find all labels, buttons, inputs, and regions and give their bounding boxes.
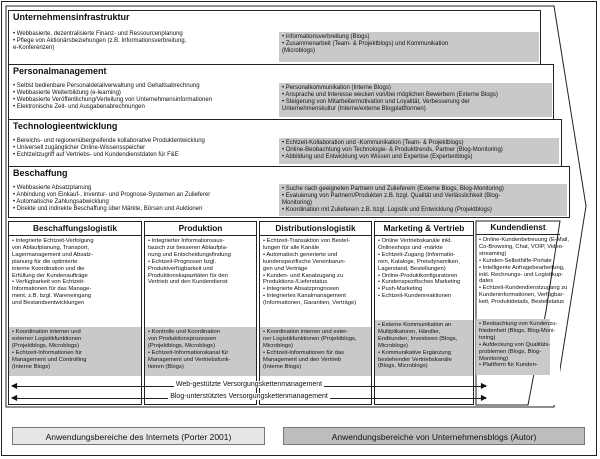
arrow-right-icon: ▶ <box>480 381 487 390</box>
blog-uses <box>476 319 558 375</box>
list-item: • Kommunikative Ergänzung <box>378 349 451 356</box>
list-item: • Anbindung von Einkauf-, Inventur- und Prognose-Systemen an Zulieferer <box>13 192 211 198</box>
list-item: (Projektblogs, Microblogs) <box>12 342 80 349</box>
list-item: • Online-Beobachtung von Technologie- & Produkttrends, Partner (Blog-Monitoring) <box>282 147 503 153</box>
list-item: • Koordination interner und exter- <box>263 329 349 335</box>
list-item: Vertrieb und den Kundendienst <box>148 279 228 286</box>
list-item: Unternehmenskultur (Interne/externe Blogplattformen) <box>282 106 426 112</box>
list-item: • Echtzeit-Informationen für <box>12 349 83 356</box>
list-item: Endkunden, Investoren (Blogs, <box>378 335 458 342</box>
list-item: • Kontrolle und Koordination <box>148 329 220 335</box>
list-item: • Koordination mit Zulieferern z.B. bzgl. Logistik und Entwicklung (Projektblogs) <box>282 207 492 213</box>
blog-uses <box>279 138 559 164</box>
band-title: Beschaffung <box>13 168 68 178</box>
list-item: • Echtzeit-Transaktion von Bestel- <box>263 238 350 244</box>
list-item: • Webbasierte, dezentralisierte Finanz- und Ressourcenplanung <box>13 31 183 37</box>
list-item: • Integriertes Kanalmanagement <box>263 293 346 300</box>
primary-beschaffungslogistik <box>8 221 142 405</box>
list-item: nen, Kataloge, Preisdynamiken, <box>378 258 460 265</box>
list-item: • Integrierte Absatzprognosen <box>263 286 340 293</box>
column-title: Distributionslogistik <box>260 223 371 236</box>
list-item: • Evaluierung von Partnern/Produkten z.B. bzgl. Qualität und Verlässlichkeit (Blog- <box>282 193 501 199</box>
blog-uses <box>279 184 567 216</box>
list-item: • Informationsverbreitung (Blogs) <box>282 34 370 40</box>
list-item: Produktions-/Lieferstatus <box>263 279 328 286</box>
list-item: externer Logistikfunktionen <box>12 335 82 342</box>
list-item: • Selbst bedienbare Personaldetailverwaltung und Gehaltsabrechnung <box>13 83 200 89</box>
blog-supply-chain-arrow <box>12 393 486 403</box>
list-item: (Informationen, Garantien, Verträge) <box>263 300 357 307</box>
list-item: • Koordination interner und <box>12 329 81 335</box>
internet-uses <box>13 31 273 52</box>
list-item: tionen (Blogs) <box>148 363 184 370</box>
band-title: Technologieentwicklung <box>13 121 118 131</box>
list-item: • Ansprache und Interesse wecken von/bei möglichen Bewerbern (Externe Blogs) <box>282 92 498 98</box>
list-item: streaming) <box>479 250 507 257</box>
list-item: von Produktionsprozessen <box>148 335 217 342</box>
list-item: (Microblogs) <box>282 48 316 54</box>
internet-uses <box>9 236 141 309</box>
list-item: • Echtzeit-Kollaboration und -Kommunikation (Team- & Projektblogs) <box>282 140 464 146</box>
primary-distributionslogistik <box>259 221 372 405</box>
primary-kundendienst <box>476 221 569 405</box>
list-item: Lagermanagement und Absatz- <box>12 251 93 258</box>
internet-uses <box>476 235 569 308</box>
list-item: • Online Vertriebskanäle inkl. <box>378 238 452 244</box>
internet-uses <box>13 185 275 213</box>
list-item: • Bereichs- und regionenübergreifende kollaborative Produktentwicklung <box>13 138 205 144</box>
list-item: ment, z.B. bzgl. Wareneingang <box>12 293 92 300</box>
list-item: • Echtzeitzugriff auf Vertriebs- und Kundendienstdaten für F&E <box>13 152 179 158</box>
internet-uses <box>145 236 256 288</box>
list-item: und Bestandsentwicklungen <box>12 300 85 307</box>
band-title: Personalmanagement <box>13 66 107 76</box>
list-item: • Elektronische Zeit- und Ausgabenabrechnungen <box>13 104 145 110</box>
list-item: • Automatische Zahlungsabwicklung <box>13 199 109 205</box>
list-item: • Kunden- und Kanalzugang zu <box>263 272 344 279</box>
list-item: • Direkte und indirekte Beschaffung über Märkte, Börsen und Auktionen <box>13 206 203 212</box>
internet-uses <box>260 236 371 309</box>
column-title: Marketing & Vertrieb <box>375 223 473 236</box>
blog-uses <box>375 320 473 376</box>
legend-internet: Anwendungsbereiche des Internets (Porter 2001) <box>12 427 265 445</box>
list-item: nung und Entscheidungsfindung <box>148 251 231 258</box>
band-beschaffung <box>8 166 570 218</box>
list-item: • Suche nach geeigneten Partnern und Zulieferern (Externe Blogs, Blog-Monitoring) <box>282 186 504 192</box>
list-item: • Echtzeit-Kundendienstzugang zu <box>479 285 568 292</box>
list-item: (Blogs, Microblogs) <box>378 363 428 370</box>
list-item: Monitoring) <box>479 355 508 362</box>
blog-uses <box>260 327 371 376</box>
list-item: • Push-Marketing <box>378 286 423 293</box>
arrow-left-icon: ◀ <box>11 393 18 402</box>
list-item: Produktverfügbarkeit und <box>148 265 213 272</box>
list-item: • Echtzeit-Kundenreaktionen <box>378 293 452 300</box>
column-title: Kundendienst <box>476 222 560 235</box>
list-item: • Integrierter Informationsaus- <box>148 238 225 244</box>
list-item: dates <box>479 278 494 285</box>
list-item: • Universell zugänglicher Online-Wissensspeicher <box>13 145 146 151</box>
list-item: (Interne Blogs) <box>263 363 302 370</box>
list-item: • Integrierte Echtzeit-Verfolgung <box>12 238 94 244</box>
internet-uses <box>375 236 473 302</box>
list-item: keit, Produktdetails, Bestellstatus <box>479 299 565 306</box>
list-item: • Online-Kundenbetreuung (E-Mail, <box>479 237 569 243</box>
list-item: • Echtzeit-Informationen für das <box>263 349 344 356</box>
list-item: Produktionskapazitäten für den <box>148 272 228 279</box>
list-item: kundenspezifische Vereinbarun- <box>263 258 346 265</box>
list-item: lungen für alle Kanäle <box>263 244 320 251</box>
web-supply-chain-arrow <box>12 381 486 391</box>
blog-uses <box>9 327 141 376</box>
band-title: Unternehmensinfrastruktur <box>13 12 130 22</box>
list-item: inkl. Rechnungs- und Logistikup- <box>479 271 564 278</box>
blog-uses <box>279 83 552 117</box>
list-item: • Externe Kommunikation an <box>378 322 452 328</box>
list-item: Co-Browsing, Chat, VOIP, Video- <box>479 243 564 250</box>
primary-produktion <box>144 221 257 405</box>
list-item: • Beobachtung von Kundenzu- <box>479 321 558 327</box>
list-item: planung für die optimierte <box>12 258 78 265</box>
list-item: interne Koordination und die <box>12 265 85 272</box>
list-item: bestehender Vertriebskanäle <box>378 356 452 363</box>
list-item: • Echtzeit-Zugang (Informatio- <box>378 251 456 258</box>
band-personalmanagement <box>8 64 554 120</box>
chain-label: Web-gestützte Versorgungskettenmanagement <box>175 381 323 388</box>
list-item: (Interne Blogs) <box>12 363 51 370</box>
list-item: • Steigerung von Mitarbeitermotivation und Loyalität, Verbesserung der <box>282 99 470 105</box>
list-item: friedenheit (Blogs, Blog-Moni- <box>479 327 556 334</box>
list-item: • Zusammenarbeit (Team- & Projektblogs) und Kommunikation <box>282 41 449 47</box>
column-title: Produktion <box>145 223 256 236</box>
blog-uses <box>279 32 539 62</box>
list-item: • Kundenspezifisches Marketing <box>378 279 461 286</box>
list-item: • Echtzeit-Informationskanal für <box>148 349 229 356</box>
list-item: ner Logistikfunktionen (Projektblogs, <box>263 335 357 342</box>
list-item: (Projektblogs, Microblogs) <box>148 342 216 349</box>
list-item: Microblogs) <box>378 342 408 349</box>
list-item: Kundeninformationen, Verfügbar- <box>479 292 565 299</box>
list-item: • Intelligente Anfragebearbeitung, <box>479 264 565 271</box>
band-technologieentwicklung <box>8 119 562 167</box>
list-item: • Echtzeit-Prognosen bzgl. <box>148 258 217 265</box>
list-item: • Automatisch generierte und <box>263 251 338 258</box>
list-item: Erfüllung der Kundenaufträge <box>12 272 88 279</box>
list-item: e-Konferenzen) <box>13 45 55 51</box>
list-item: problemen (Blogs, Blog- <box>479 348 542 355</box>
list-item: Onlineshops und -märkte <box>378 244 443 251</box>
chain-label: Blog-unterstütztes Versorgungskettenmanagement <box>170 393 328 400</box>
list-item: tausch zur besseren Ablaufpla- <box>148 244 228 251</box>
list-item: • Personalkommunikation (Interne Blogs) <box>282 85 391 91</box>
list-item: Microblogs) <box>263 342 293 349</box>
list-item: von Ablaufplanung, Transport, <box>12 244 90 251</box>
list-item: Monitoring) <box>282 200 313 206</box>
blog-uses <box>145 327 256 376</box>
list-item: • Plattform für Kunden- <box>479 362 538 369</box>
list-item: Lagerstand, Bestellungen) <box>378 265 446 272</box>
list-item: • Pflege von Aktionärsbeziehungen (z.B. Informationsverbreitung, <box>13 38 187 44</box>
column-title: Beschaffungslogistik <box>9 223 141 236</box>
list-item: • Aufdeckung von Qualitäts- <box>479 341 551 348</box>
list-item: gen und Verträge <box>263 265 308 272</box>
list-item: • Webbasierte Veröffentlichung/Verteilung von Unternehmensinformationen <box>13 97 213 103</box>
arrow-left-icon: ◀ <box>11 381 18 390</box>
list-item: Management und Controlling <box>12 356 87 363</box>
list-item: Management und den Vertrieb <box>263 356 341 363</box>
list-item: • Abbildung und Entwicklung von Wissen und Expertise (Expertenblogs) <box>282 154 473 160</box>
list-item: • Kunden-Selbsthilfe-Portale <box>479 257 552 264</box>
list-item: • Online-Produktkonfiguratoren <box>378 272 458 279</box>
list-item: Informationen für das Manage- <box>12 286 92 293</box>
list-item: • Verfügbarkeit von Echtzeit- <box>12 279 85 286</box>
list-item: • Webbasierte Absatzplanung <box>13 185 92 191</box>
primary-marketing-vertrieb <box>374 221 474 405</box>
legend-blogs: Anwendungsbereiche von Unternehmensblogs (Autor) <box>283 427 585 445</box>
arrow-right-icon: ▶ <box>480 393 487 402</box>
internet-uses <box>13 138 275 159</box>
list-item: toring) <box>479 334 496 341</box>
band-unternehmensinfrastruktur <box>8 10 541 65</box>
internet-uses <box>13 83 275 111</box>
list-item: Management und Vertriebsfunk- <box>148 356 231 363</box>
list-item: Multiplikatoren, Händler, <box>378 328 441 335</box>
list-item: • Webbasierte Weiterbildung (e-learning) <box>13 90 121 96</box>
